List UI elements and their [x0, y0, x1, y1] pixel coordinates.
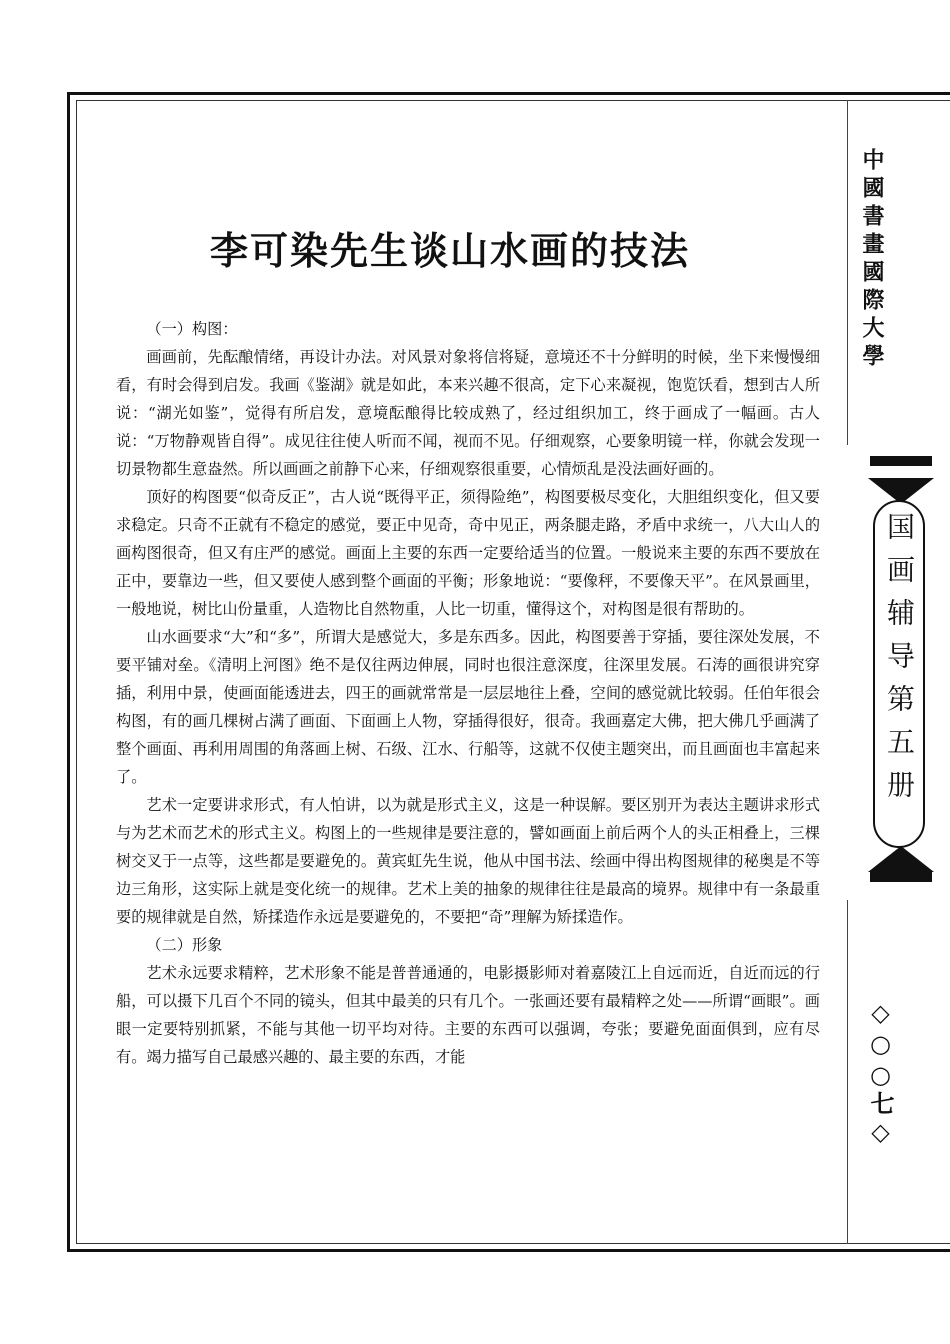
paragraph: 画画前，先酝酿情绪，再设计办法。对风景对象将信将疑，意境还不十分鲜明的时候，坐下来慢慢细看，有时会得到启发。我画《鉴湖》就是如此，本来兴趣不很高，定下心来凝视，饱览饫看，想到古人所说：“湖光如鉴”，觉得有所启发，意境酝酿得比较成熟了，经过组织加工，终于画成了一幅画。古人说：“万物静观皆自得”。成见往往使人听而不闻，视而不见。仔细观察，心要象明镜一样，你就会发现一切景物都生意盎然。所以画画之前静下心来，仔细观察很重要，心情烦乱是没法画好画的。: [116, 348, 820, 478]
article-title: 李可染先生谈山水画的技法: [209, 228, 690, 274]
page-number: ◇○○七◇: [866, 998, 895, 1148]
section-heading-image: （二）形象: [146, 936, 223, 954]
article-body: [116, 315, 820, 1071]
banner-bottom-cap: [868, 846, 934, 872]
banner-bottom-bar: [870, 872, 932, 882]
paragraph: 顶好的构图要“似奇反正”，古人说“既得平正，须得险绝”，构图要极尽变化，大胆组织变化，但又要求稳定。只奇不正就有不稳定的感觉，要正中见奇，奇中见正，两条腿走路，矛盾中求统一，八大山人的画构图很奇，但又有庄严的感觉。画面上主要的东西一定要给适当的位置。一般说来主要的东西不要放在正中，要靠边一些，但又要使人感到整个画面的平衡；形象地说：“要像秤，不要像天平”。在风景画里，一般地说，树比山份量重，人造物比自然物重，人比一切重，懂得这个，对构图是很有帮助的。: [116, 488, 820, 618]
paragraph: 山水画要求“大”和“多”，所谓大是感觉大，多是东西多。因此，构图要善于穿插，要往深处发展，不要平铺对垒。《清明上河图》绝不是仅往两边伸展，同时也很注意深度，往深里发展。石涛的画很讲究穿插，利用中景，使画面能透进去，四王的画就常常是一层层地往上叠，空间的感觉就比较弱。任伯年很会构图，有的画几棵树占满了画面、下面画上人物，穿插得很好，很奇。我画嘉定大佛，把大佛几乎画满了整个画面、再利用周围的角落画上树、石级、江水、行船等，这就不仅使主题突出，而且画面也丰富起来了。: [116, 628, 820, 786]
book-title: 国画辅导第五册: [883, 512, 916, 813]
section-heading-composition: （一）构图：: [146, 320, 238, 338]
school-name: 中國書畫國際大學: [859, 148, 885, 372]
sidebar-divider-top: [847, 100, 848, 445]
paragraph: 艺术一定要讲求形式，有人怕讲，以为就是形式主义，这是一种误解。要区别开为表达主题讲求形式与为艺术而艺术的形式主义。构图上的一些规律是要注意的，譬如画面上前后两个人的头正相叠上，三棵树交叉于一点等，这些都是要避免的。黄宾虹先生说，他从中国书法、绘画中得出构图规律的秘奥是不等边三角形，这实际上就是变化统一的规律。艺术上美的抽象的规律往往是最高的境界。规律中有一条最重要的规律就是自然，矫揉造作永远是要避免的，不要把“奇”理解为矫揉造作。: [116, 796, 820, 926]
paragraph: 艺术永远要求精粹，艺术形象不能是普普通通的，电影摄影师对着嘉陵江上自远而近，自近而远的行船，可以摄下几百个不同的镜头，但其中最美的只有几个。一张画还要有最精粹之处——所谓“画眼”。画眼一定要特别抓紧，不能与其他一切平均对待。主要的东西可以强调，夸张；要避免面面俱到，应有尽有。竭力描写自己最感兴趣的、最主要的东西，才能: [116, 964, 820, 1066]
banner-top-bar: [870, 456, 932, 466]
sidebar-divider-bottom: [847, 900, 848, 1244]
